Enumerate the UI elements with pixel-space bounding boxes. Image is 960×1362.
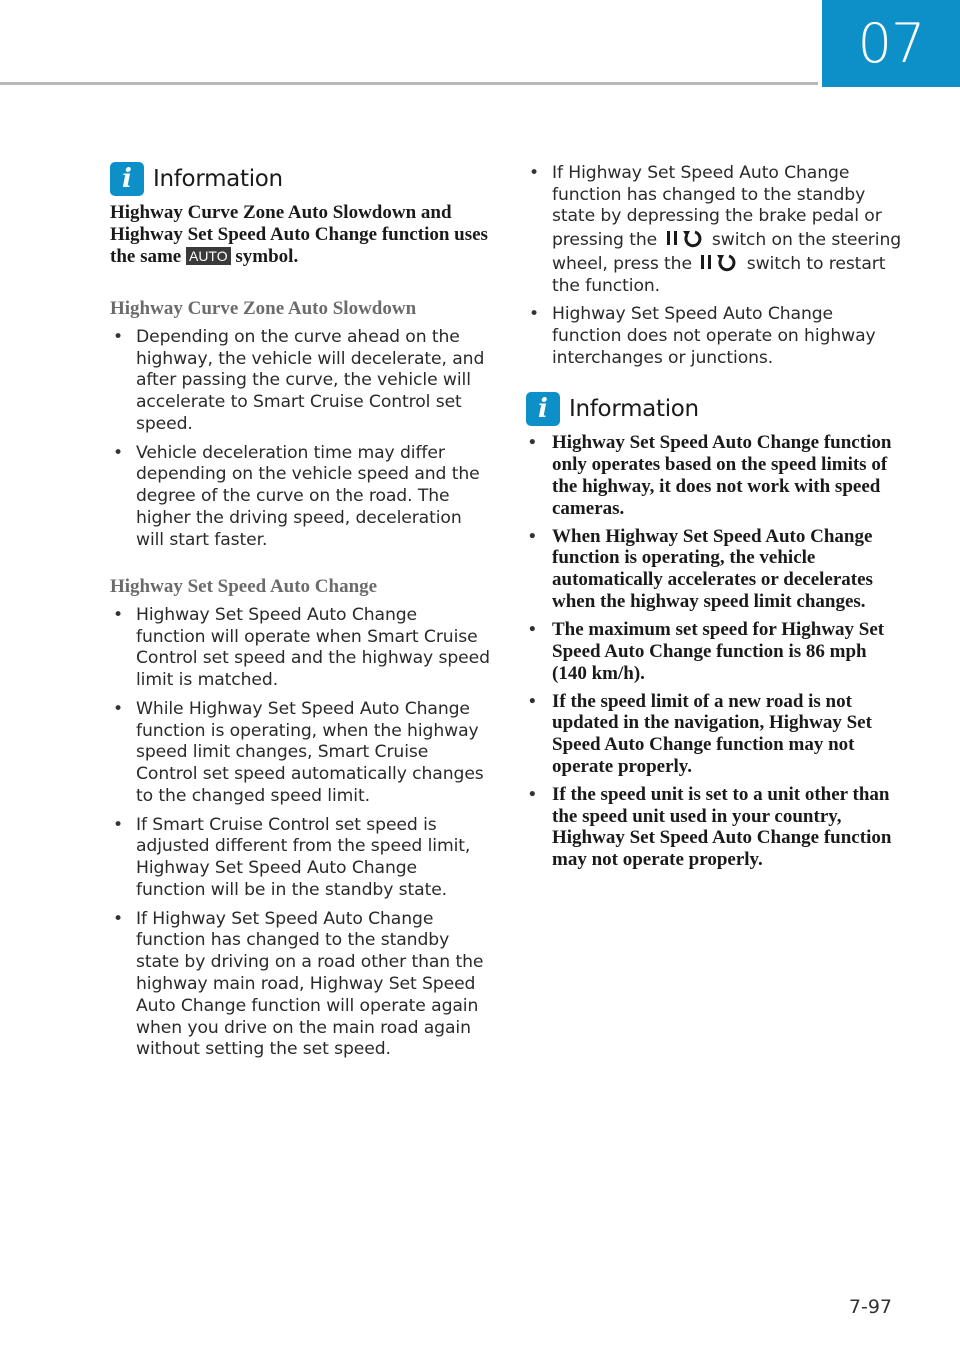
list-item-text: switch on the steering wheel, press the bbox=[552, 230, 902, 274]
info-note-text-end: symbol. bbox=[235, 245, 299, 267]
info-title: Information bbox=[569, 396, 699, 422]
pause-resume-switch-icon bbox=[699, 252, 739, 272]
list-item: • Depending on the curve ahead on the highway, the vehicle will decelerate, and after passing the curve, the vehicle will accelerate to Smart Cruise Control set speed. bbox=[110, 327, 490, 436]
section-curve-slowdown bbox=[110, 272, 490, 552]
bullet-list bbox=[110, 327, 490, 552]
section-set-speed-auto-change bbox=[110, 550, 490, 1061]
info-bullet-list bbox=[526, 432, 902, 871]
pause-resume-switch-icon bbox=[665, 228, 705, 248]
header-rule bbox=[0, 82, 818, 85]
list-item: • Highway Set Speed Auto Change function does not operate on highway interchanges or junctions. bbox=[526, 304, 902, 369]
list-item: • If Smart Cruise Control set speed is adjusted different from the speed limit, Highway Set Speed Auto Change function will be in the standby state. bbox=[110, 815, 490, 902]
bullet-list bbox=[110, 605, 490, 1061]
page-number: 7-97 bbox=[848, 1296, 892, 1318]
chapter-tab: 07 bbox=[822, 0, 960, 87]
section-heading: Highway Set Speed Auto Change bbox=[110, 576, 378, 597]
info-header bbox=[110, 162, 490, 196]
list-item: • Highway Set Speed Auto Change function will operate when Smart Cruise Control set speed and the highway speed limit is matched. bbox=[110, 605, 490, 692]
list-item-text: If Highway Set Speed Auto Change function has changed to the standby state by depressing the brake pedal or pressing the bbox=[552, 162, 882, 251]
info-note bbox=[110, 202, 490, 267]
auto-symbol-badge: AUTO bbox=[186, 247, 231, 265]
list-item-text: switch to restart the function. bbox=[552, 253, 886, 296]
list-item: • If Highway Set Speed Auto Change function has changed to the standby state by driving on a road other than the highway main road, Highway Set Speed Auto Change function will operate again when you drive on the main road again without setting the set speed. bbox=[110, 909, 490, 1062]
list-item: • When Highway Set Speed Auto Change function is operating, the vehicle automatically accelerates or decelerates when the highway speed limit changes. bbox=[526, 526, 902, 613]
info-box-right bbox=[526, 392, 902, 871]
info-title: Information bbox=[153, 166, 283, 192]
right-bullets bbox=[526, 156, 902, 370]
list-item: • If the speed limit of a new road is not updated in the navigation, Highway Set Speed Auto Change function may not operate properly. bbox=[526, 691, 902, 778]
info-header bbox=[526, 392, 902, 426]
section-heading: Highway Curve Zone Auto Slowdown bbox=[110, 298, 417, 319]
list-item: • Highway Set Speed Auto Change function only operates based on the speed limits of the highway, it does not work with speed cameras. bbox=[526, 432, 902, 519]
list-item: • If the speed unit is set to a unit other than the speed unit used in your country, Highway Set Speed Auto Change function may not operate properly. bbox=[526, 784, 902, 871]
list-item: • The maximum set speed for Highway Set Speed Auto Change function is 86 mph (140 km/h). bbox=[526, 619, 902, 684]
list-item: • Vehicle deceleration time may differ depending on the vehicle speed and the degree of the curve on the road. The higher the driving speed, deceleration will start faster. bbox=[110, 443, 490, 552]
list-item bbox=[526, 163, 902, 298]
info-note-text: Highway Curve Zone Auto Slowdown and Highway Set Speed Auto Change function uses the same bbox=[110, 202, 488, 267]
info-icon: i bbox=[110, 162, 144, 196]
info-icon: i bbox=[526, 392, 560, 426]
list-item: • While Highway Set Speed Auto Change function is operating, when the highway speed limit changes, Smart Cruise Control set speed automatically changes to the changed speed limit. bbox=[110, 699, 490, 808]
bullet-list bbox=[526, 163, 902, 370]
info-box-left bbox=[110, 162, 490, 267]
